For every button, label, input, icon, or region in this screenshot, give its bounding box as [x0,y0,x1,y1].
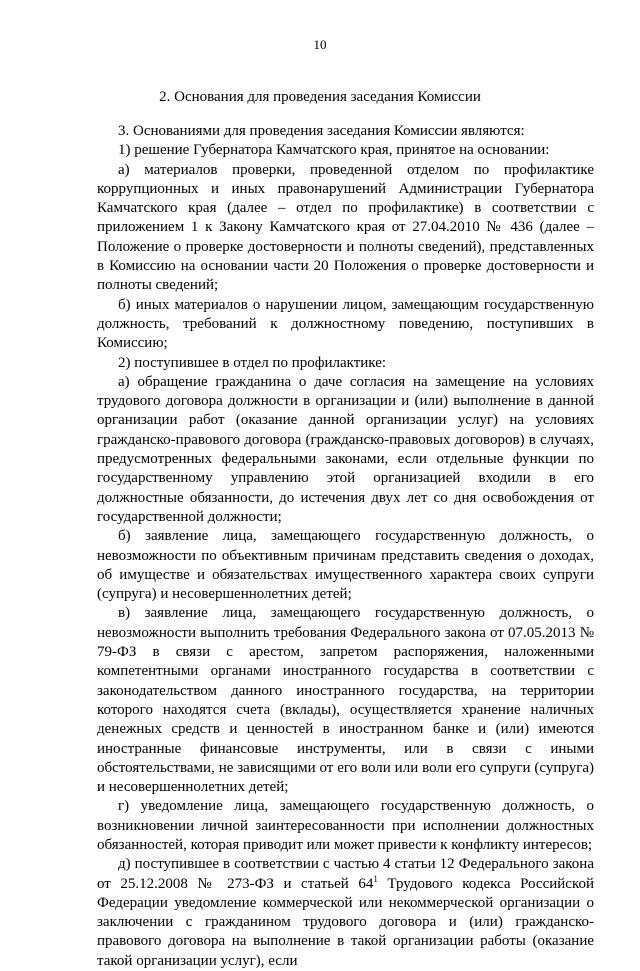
paragraph-1b-other-materials: б) иных материалов о нарушении лицом, замещающим государственную должность, требований к должностному поведению, поступивших в Комиссию; [97,296,594,352]
paragraph-1a-inspection-materials: а) материалов проверки, проведенной отделом по профилактике коррупционных и иных правонарушений Администрации Губернатора Камчатского края (далее – отдел по профилактике) в соответствии с приложением 1 к Закону Камчатского края от 27.04.2010 № 436 (далее – Положение о проверке достоверности и полноты сведений), представленных в Комиссию на основании части 20 Положения о проверке достоверности и полноты сведений; [97,161,594,294]
paragraph-2d-organization-notice [97,855,594,971]
page-number: 10 [313,37,327,52]
paragraph-2b-statement-income: б) заявление лица, замещающего государственную должность, о невозможности по объективным причинам представить сведения о доходах, об имуществе и обязательствах имущественного характера своих супруги (супруга) и несовершеннолетних детей; [97,528,594,603]
paragraph-2d-text-start: д) поступившее в соответствии с частью 4 статьи 12 Федерального закона от 25.12.2008 № 273-ФЗ и статьей 64 [97,856,594,892]
paragraph-2-received: 2) поступившее в отдел по профилактике: [118,354,387,371]
paragraph-2d-text-end: Трудового кодекса Российской Федерации уведомление коммерческой или некоммерческой организации о заключении с гражданином трудового договора и (или) гражданско-правового договора на выполнение в такой организации работы (оказание такой организации услуг), если [97,875,594,969]
article-superscript: 1 [373,873,378,884]
paragraph-2a-citizen-appeal: а) обращение гражданина о даче согласия на замещение на условиях трудового договора должности в организации и (или) выполнение в данной организации работ (оказание данной организации услуг) на условиях гражданско-правового договора (гражданско-правовых договоров) в случаях, предусмотренных федеральными законами, если отдельные функции по государственному управлению этой организацией входили в его должностные обязанности, до истечения двух лет со дня освобождения от государственной должности; [97,373,594,525]
paragraph-2g-conflict-notice: г) уведомление лица, замещающего государственную должность, о возникновении личной заинтересованности при исполнении должностных обязанностей, которая приводит или может привести к конфликту интересов; [97,798,594,853]
document-body [97,122,594,971]
paragraph-3-intro: 3. Основаниями для проведения заседания Комиссии являются: [118,123,525,139]
paragraph-2v-statement-foreign: в) заявление лица, замещающего государственную должность, о невозможности выполнить требования Федерального закона от 07.05.2013 № 79-ФЗ в связи с арестом, запретом распоряжения, наложенными компетентными органами иностранного государства в соответствии с законодательством данного иностранного государства, на территории которого находятся счета (вклады), осуществляется хранение наличных денежных средств и ценностей в иностранном банке и (или) имеются иностранные финансовые инструменты, или в связи с иными обстоятельствами, не зависящими от его воли или воли его супруги (супруга) и несовершеннолетних детей; [97,605,594,796]
paragraph-1-governor-decision: 1) решение Губернатора Камчатского края, принятое на основании: [118,142,550,159]
section-title: 2. Основания для проведения заседания Комиссии [159,89,481,105]
